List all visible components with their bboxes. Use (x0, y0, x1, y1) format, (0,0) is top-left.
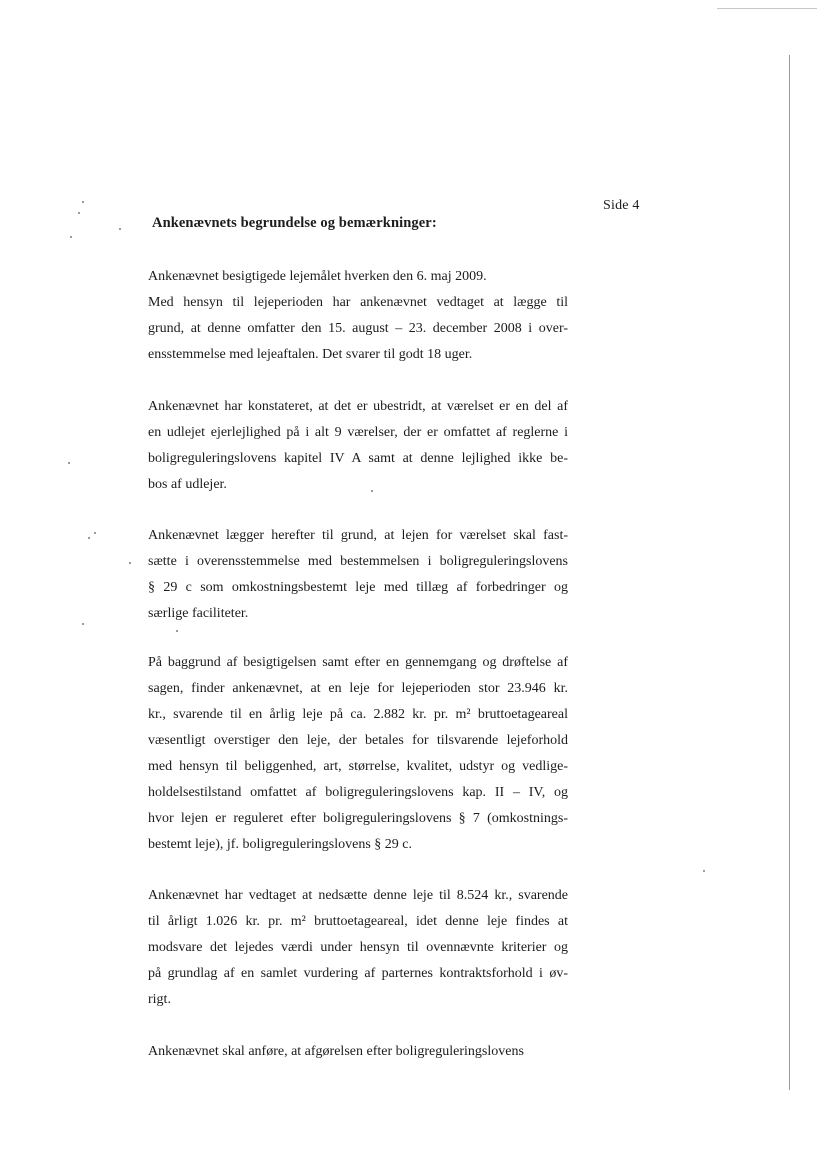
text-line: Med hensyn til lejeperioden har ankenævnet vedtaget at lægge til (148, 295, 568, 310)
paragraph-assessment (148, 650, 568, 858)
section-heading: Ankenævnets begrundelse og bemærkninger: (152, 215, 437, 231)
scan-speck (82, 623, 84, 625)
text-line: Ankenævnet besigtigede lejemålet hverken den 6. maj 2009. (148, 269, 487, 284)
text-line: bos af udlejer. (148, 477, 227, 492)
text-line: bestemt leje), jf. boligreguleringslovens § 29 c. (148, 837, 412, 852)
text-line: holdelsestilstand omfattet af boligreguleringslovens kap. II – IV, og (148, 785, 568, 800)
text-line: til årligt 1.026 kr. pr. m² bruttoetageareal, idet denne leje findes at (148, 914, 568, 929)
text-line: en udlejet ejerlejlighed på i alt 9 værelser, der er omfattet af reglerne i (148, 425, 568, 440)
paragraph-room-status (148, 394, 568, 498)
text-line: Ankenævnet har vedtaget at nedsætte denne leje til 8.524 kr., svarende (148, 888, 568, 903)
text-line: med hensyn til beliggenhed, art, størrelse, kvalitet, udstyr og vedlige- (148, 759, 568, 774)
text-line: på grundlag af en samlet vurdering af parternes kontraktsforhold i øv- (148, 966, 568, 981)
paragraph-inspection (148, 264, 568, 368)
text-line: væsentligt overstiger den leje, der betales for tilsvarende lejeforhold (148, 733, 568, 748)
paragraph-closing (148, 1039, 568, 1065)
text-line: boligreguleringslovens kapitel IV A samt at denne lejlighed ikke be- (148, 451, 568, 466)
text-line: sagen, finder ankenævnet, at en leje for lejeperioden stor 23.946 kr. (148, 681, 568, 696)
text-line: modsvare det lejedes værdi under hensyn til ovennævnte kriterier og (148, 940, 568, 955)
scan-edge-right (789, 55, 790, 1090)
scan-speck (88, 537, 90, 539)
text-line: sætte i overensstemmelse med bestemmelsen i boligreguleringslovens (148, 554, 568, 569)
text-line: rigt. (148, 992, 171, 1007)
text-line: ensstemmelse med lejeaftalen. Det svarer til godt 18 uger. (148, 347, 473, 362)
scan-speck (94, 532, 96, 534)
paragraph-rent-basis (148, 523, 568, 627)
scan-speck (703, 870, 705, 872)
text-line: hvor lejen er reguleret efter boligreguleringslovens § 7 (omkostnings- (148, 811, 568, 826)
scan-speck (78, 212, 80, 214)
text-line: Ankenævnet skal anføre, at afgørelsen efter boligreguleringslovens (148, 1044, 524, 1059)
text-line: kr., svarende til en årlig leje på ca. 2.882 kr. pr. m² bruttoetageareal (148, 707, 568, 722)
scan-speck (176, 630, 178, 632)
scan-speck (119, 228, 121, 230)
text-line: Ankenævnet har konstateret, at det er ubestridt, at værelset er en del af (148, 399, 568, 414)
scan-speck (68, 462, 70, 464)
scan-speck (70, 236, 72, 238)
text-line: § 29 c som omkostningsbestemt leje med tillæg af forbedringer og (148, 580, 568, 595)
text-line: grund, at denne omfatter den 15. august – 23. december 2008 i over- (148, 321, 568, 336)
text-line: særlige faciliteter. (148, 606, 249, 621)
scan-speck (82, 201, 84, 203)
text-line: På baggrund af besigtigelsen samt efter en gennemgang og drøftelse af (148, 655, 568, 670)
text-line: Ankenævnet lægger herefter til grund, at lejen for værelset skal fast- (148, 528, 568, 543)
scan-edge-top (717, 8, 817, 9)
paragraph-decision (148, 883, 568, 1013)
page-number: Side 4 (603, 198, 640, 213)
scan-speck (129, 562, 131, 564)
